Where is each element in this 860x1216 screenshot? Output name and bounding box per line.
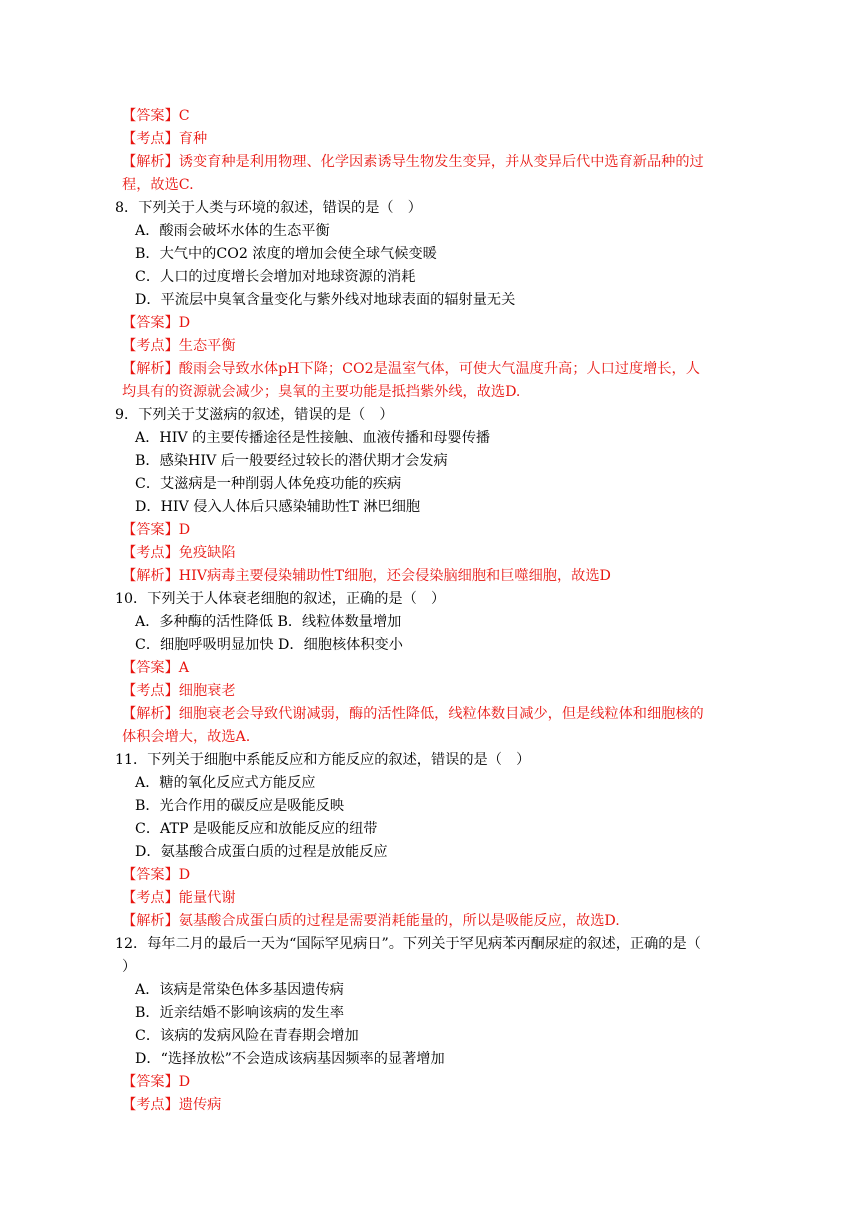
question-text-line: D．平流层中臭氧含量变化与紫外线对地球表面的辐射量无关	[135, 292, 516, 308]
section-label: 【考点】	[122, 890, 179, 906]
section-value: 细胞衰老会导致代谢减弱，酶的活性降低，线粒体数目减少，但是线粒体和细胞核的	[178, 706, 704, 722]
question-text-line: B．感染HIV 后一般要经过较长的潜伏期才会发病	[135, 453, 448, 469]
answer-line	[122, 546, 236, 560]
question-text-line: D．HIV 侵入人体后只感染辅助性T 淋巴细胞	[135, 499, 421, 515]
section-label: 【答案】	[122, 660, 179, 676]
section-value: D	[178, 1074, 191, 1090]
question-text-line: C．细胞呼吸明显加快 D．细胞核体积变小	[135, 637, 403, 653]
answer-line	[122, 132, 207, 146]
answer-line	[122, 661, 189, 675]
answer-line	[122, 523, 190, 537]
answer-line	[122, 684, 236, 698]
section-label: 【考点】	[122, 131, 179, 147]
section-label: 【答案】	[122, 1074, 179, 1090]
answer-line	[122, 914, 620, 928]
answer-line	[122, 155, 704, 169]
section-value: 氨基酸合成蛋白质的过程是需要消耗能量的，所以是吸能反应，故选D.	[178, 913, 620, 929]
explanation-continuation: 程，故选C.	[122, 177, 194, 193]
section-label: 【考点】	[122, 1097, 179, 1113]
question-text-line: C．该病的发病风险在青春期会增加	[135, 1028, 359, 1044]
answer-line	[122, 109, 190, 123]
question-text-line: 9．下列关于艾滋病的叙述，错误的是（ ）	[115, 407, 394, 423]
answer-line	[122, 339, 236, 353]
question-text-line: A．糖的氧化反应式方能反应	[135, 775, 316, 791]
answer-line	[122, 1098, 221, 1112]
section-label: 【解析】	[122, 706, 179, 722]
question-text-line: ）	[122, 959, 137, 975]
section-label: 【考点】	[122, 683, 179, 699]
section-label: 【答案】	[122, 867, 179, 883]
answer-line	[122, 707, 704, 721]
section-label: 【答案】	[122, 108, 179, 124]
section-value: A	[178, 660, 190, 676]
section-value: C	[178, 108, 190, 124]
explanation-continuation: 均具有的资源就会减少；臭氧的主要功能是抵挡紫外线，故选D.	[122, 384, 521, 400]
section-value: 育种	[178, 131, 208, 147]
question-text-line: 12．每年二月的最后一天为“国际罕见病日”。下列关于罕见病苯丙酮尿症的叙述，正确的是（	[115, 936, 701, 952]
section-value: D	[178, 522, 191, 538]
question-text-line: B．光合作用的碳反应是吸能反映	[135, 798, 345, 814]
section-value: 免疫缺陷	[178, 545, 236, 561]
answer-line	[122, 316, 190, 330]
question-text-line: A．酸雨会破坏水体的生态平衡	[135, 223, 330, 239]
section-label: 【考点】	[122, 338, 179, 354]
question-text-line: B．大气中的CO2 浓度的增加会使全球气候变暖	[135, 246, 437, 262]
answer-line	[122, 362, 700, 376]
section-value: 诱变育种是利用物理、化学因素诱导生物发生变异，并从变异后代中选育新品种的过	[178, 154, 704, 170]
question-text-line: C．ATP 是吸能反应和放能反应的纽带	[135, 821, 378, 837]
question-text-line: B．近亲结婚不影响该病的发生率	[135, 1005, 345, 1021]
section-value: HIV病毒主要侵染辅助性T细胞，还会侵染脑细胞和巨噬细胞，故选D	[178, 568, 611, 584]
section-value: 生态平衡	[178, 338, 236, 354]
question-text-line: A．该病是常染色体多基因遗传病	[135, 982, 344, 998]
question-text-line: D．“选择放松”不会造成该病基因频率的显著增加	[135, 1051, 445, 1067]
question-text-line: C．人口的过度增长会增加对地球资源的消耗	[135, 269, 416, 285]
answer-line	[122, 868, 190, 882]
section-label: 【解析】	[122, 913, 179, 929]
question-text-line: A．多种酶的活性降低 B．线粒体数量增加	[135, 614, 402, 630]
section-label: 【解析】	[122, 361, 179, 377]
section-value: 细胞衰老	[178, 683, 236, 699]
section-value: D	[178, 867, 191, 883]
section-value: 能量代谢	[178, 890, 236, 906]
section-label: 【解析】	[122, 568, 179, 584]
section-label: 【解析】	[122, 154, 179, 170]
answer-line	[122, 569, 611, 583]
answer-line	[122, 1075, 190, 1089]
question-text-line: D．氨基酸合成蛋白质的过程是放能反应	[135, 844, 388, 860]
explanation-continuation: 体积会增大，故选A.	[122, 729, 251, 745]
section-label: 【答案】	[122, 522, 179, 538]
section-label: 【答案】	[122, 315, 179, 331]
section-value: D	[178, 315, 191, 331]
question-text-line: 11．下列关于细胞中系能反应和方能反应的叙述，错误的是（ ）	[115, 752, 531, 768]
question-text-line: 10．下列关于人体衰老细胞的叙述，正确的是（ ）	[115, 591, 446, 607]
section-value: 遗传病	[178, 1097, 222, 1113]
question-text-line: C．艾滋病是一种削弱人体免疫功能的疾病	[135, 476, 402, 492]
answer-line	[122, 891, 236, 905]
section-value: 酸雨会导致水体pH下降；CO2是温室气体，可使大气温度升高；人口过度增长，人	[178, 361, 700, 377]
question-text-line: A．HIV 的主要传播途径是性接触、血液传播和母婴传播	[135, 430, 491, 446]
question-text-line: 8．下列关于人类与环境的叙述，错误的是（ ）	[115, 200, 422, 216]
section-label: 【考点】	[122, 545, 179, 561]
